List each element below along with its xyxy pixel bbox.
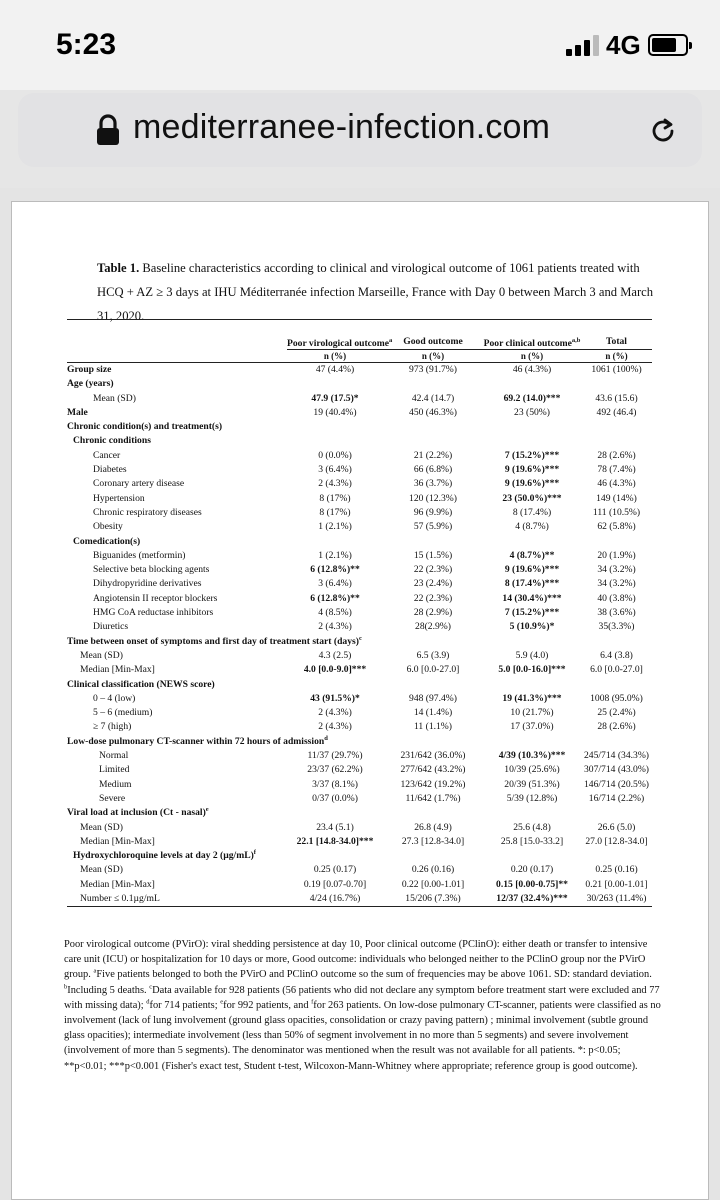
reload-icon[interactable] bbox=[648, 116, 678, 146]
table-cell bbox=[483, 635, 581, 649]
table-cell: 6.0 [0.0-27.0] bbox=[406, 664, 460, 676]
table-cell bbox=[581, 535, 652, 549]
header-np: n (%) bbox=[383, 350, 483, 363]
table-row bbox=[67, 577, 652, 591]
row-label: Mean (SD) bbox=[80, 821, 123, 833]
table-cell: 5 (10.9%)* bbox=[509, 621, 555, 633]
table-footnote: Poor virological outcome (PVirO): viral shedding persistence at day 10, Poor clinical outcome (PClinO): either death or transfer to intensive care unit (ICU) or hospitalization for 10 days or more, Good outcome: individuals who belonged neither to the PClinO group nor the PVirO group. $^a$Five patients belonged to both the PVirO and PClinO outcome so the sum of frequencies may be above 1061. SD: standard deviation. $^b$Including 5 deaths. $^c$Data available for 928 patients (56 patients who did not declare any symptom before treatment start were excluded and 77 with missing data); $^d$for 714 patients; $^e$for 992 patients, and $^f$for 263 patients. On low-dose pulmonary CT-scanner, patients were classified as no involvement (lack of lung involvement (ground glass opacities, consolidation or crazy paving pattern) ; minimal involvement (subtle ground glass opacities); intermediate involvement (less than 50% of segment involvement in no more than 5 segments) and severe involvement (involvement of more than 5 segments). The denominator was mentioned when the result was not available for all patients. *: p<0.05; **p<0.01; ***p<0.001 (Fisher's exact test, Student t-test, Wilcoxon-Mann-Whitney where appropriate; reference group is good outcome). bbox=[64, 939, 661, 1072]
table-row bbox=[67, 878, 652, 892]
row-label: Median [Min-Max] bbox=[80, 835, 155, 847]
table-cell bbox=[383, 535, 483, 549]
table-cell: 4 (8.5%) bbox=[318, 607, 352, 619]
table-row bbox=[67, 420, 652, 434]
row-label: Clinical classification (NEWS score) bbox=[67, 678, 215, 690]
table-cell: 22 (2.3%) bbox=[413, 564, 453, 576]
table-row bbox=[67, 678, 652, 692]
table-cell: 43 (91.5%)* bbox=[310, 692, 360, 704]
table-cell: 0.26 (0.16) bbox=[411, 864, 455, 876]
table-cell: 19 (40.4%) bbox=[313, 406, 357, 418]
table-cell: 4.3 (2.5) bbox=[318, 649, 352, 661]
row-label: Mean (SD) bbox=[80, 864, 123, 876]
header-pclin: Poor clinical outcome$^{a,b}$ bbox=[483, 320, 581, 350]
table-cell: 62 (5.8%) bbox=[597, 521, 636, 533]
table-cell bbox=[581, 849, 652, 863]
table-cell: 9 (19.6%)*** bbox=[504, 564, 560, 576]
table-cell: 0/37 (0.0%) bbox=[312, 792, 358, 804]
table-body bbox=[67, 363, 652, 907]
table-cell: 25.8 [15.0-33.2] bbox=[500, 835, 564, 847]
table-cell bbox=[581, 434, 652, 448]
table-cell: 4 (8.7%) bbox=[515, 521, 549, 533]
table-row bbox=[67, 806, 652, 820]
table-cell bbox=[483, 434, 581, 448]
table-row bbox=[67, 635, 652, 649]
row-label: Cancer bbox=[93, 449, 121, 461]
table-row bbox=[67, 849, 652, 863]
row-label: Chronic condition(s) and treatment(s) bbox=[67, 421, 223, 433]
table-cell bbox=[581, 806, 652, 820]
table-cell bbox=[483, 377, 581, 391]
table-cell: 6 (12.8%)** bbox=[310, 592, 360, 604]
table-cell: 25 (2.4%) bbox=[597, 707, 636, 719]
table-cell: 0.21 [0.00-1.01] bbox=[585, 878, 648, 890]
table-cell: 66 (6.8%) bbox=[413, 464, 453, 476]
battery-icon bbox=[648, 34, 688, 56]
table-cell bbox=[581, 735, 652, 749]
document-page bbox=[11, 201, 709, 1200]
table-cell: 22.1 [14.8-34.0]*** bbox=[296, 835, 374, 847]
table-cell: 46 (4.3%) bbox=[597, 478, 636, 490]
table-cell bbox=[287, 806, 383, 820]
table-cell: 492 (46.4) bbox=[596, 406, 637, 418]
table-cell: 8 (17%) bbox=[319, 506, 351, 518]
table-row bbox=[67, 520, 652, 534]
caption-text: Baseline characteristics according to clinical and virological outcome of 1061 patients treated with HCQ + AZ ≥ 3 days at IHU Méditerranée infection Marseille, France with Day 0 between March 3 and March 31, 2020. bbox=[97, 261, 654, 323]
table-cell: 28 (2.6%) bbox=[597, 449, 636, 461]
row-label: Severe bbox=[99, 792, 126, 804]
row-label: Number ≤ 0.1µg/mL bbox=[67, 892, 287, 907]
row-label: Hydroxychloroquine levels at day 2 $(\mu g/mL)^f$ bbox=[73, 848, 256, 862]
table-cell bbox=[287, 377, 383, 391]
table-cell: 307/714 (43.0%) bbox=[583, 764, 649, 776]
table-cell bbox=[483, 806, 581, 820]
table-row bbox=[67, 821, 652, 835]
table-row bbox=[67, 392, 652, 406]
row-label: Hypertension bbox=[93, 492, 145, 504]
row-label: ≥ 7 (high) bbox=[93, 721, 132, 733]
row-label: HMG CoA reductase inhibitors bbox=[93, 607, 214, 619]
table-cell: 40 (3.8%) bbox=[597, 592, 636, 604]
table-cell: 23 (2.4%) bbox=[413, 578, 453, 590]
table-cell: 120 (12.3%) bbox=[409, 492, 457, 504]
table-cell: 4.0 [0.0-9.0]*** bbox=[303, 664, 367, 676]
table-cell: 20 (1.9%) bbox=[597, 549, 636, 561]
table-cell: 38 (3.6%) bbox=[597, 607, 636, 619]
table-row bbox=[67, 863, 652, 877]
table-cell: 2 (4.3%) bbox=[318, 478, 352, 490]
table-cell: 5.0 [0.0-16.0]*** bbox=[498, 664, 566, 676]
table-cell: 28 (2.9%) bbox=[413, 607, 453, 619]
table-cell: 23.4 (5.1) bbox=[316, 821, 354, 833]
table-cell: 6.5 (3.9) bbox=[416, 649, 450, 661]
table-cell: 27.3 [12.8-34.0] bbox=[401, 835, 465, 847]
table-cell: 96 (9.9%) bbox=[413, 506, 453, 518]
table-cell bbox=[287, 535, 383, 549]
row-label: Age (years) bbox=[67, 378, 114, 390]
table-row bbox=[67, 549, 652, 563]
table-cell: 34 (3.2%) bbox=[597, 564, 636, 576]
table-row bbox=[67, 463, 652, 477]
table-cell: 149 (14%) bbox=[596, 492, 637, 504]
table-cell bbox=[581, 420, 652, 434]
table-cell: 4 (8.7%)** bbox=[509, 549, 555, 561]
table-cell bbox=[383, 735, 483, 749]
row-label: Angiotensin II receptor blockers bbox=[93, 592, 218, 604]
row-label: Normal bbox=[99, 750, 129, 762]
table-cell: 11/37 (29.7%) bbox=[307, 750, 363, 762]
table-cell: 28(2.9%) bbox=[415, 621, 451, 633]
table-cell: 14 (30.4%)*** bbox=[502, 592, 562, 604]
table-cell: 0.15 [0.00-0.75]** bbox=[496, 878, 568, 890]
table-cell: 11 (1.1%) bbox=[413, 721, 452, 733]
table-cell bbox=[383, 806, 483, 820]
table-row bbox=[67, 606, 652, 620]
table-cell bbox=[383, 420, 483, 434]
table-cell: 36 (3.7%) bbox=[413, 478, 453, 490]
table-row bbox=[67, 477, 652, 491]
row-label: Mean (SD) bbox=[93, 392, 136, 404]
lock-icon bbox=[95, 114, 121, 146]
row-label: Dihydropyridine derivatives bbox=[93, 578, 202, 590]
table-cell: 28 (2.6%) bbox=[597, 721, 636, 733]
header-np: n (%) bbox=[581, 350, 652, 363]
network-label: 4G bbox=[606, 30, 641, 60]
table-row bbox=[67, 406, 652, 420]
row-label: Obesity bbox=[93, 521, 123, 533]
row-label: Diuretics bbox=[93, 621, 129, 633]
row-label: Diabetes bbox=[93, 464, 127, 476]
row-label: 5 – 6 (medium) bbox=[93, 707, 153, 719]
row-label: Comedication(s) bbox=[73, 535, 141, 547]
table-cell: 0.25 (0.16) bbox=[595, 864, 638, 876]
table-cell: 17 (37.0%) bbox=[510, 721, 554, 733]
table-row bbox=[67, 706, 652, 720]
table-row bbox=[67, 778, 652, 792]
table-cell bbox=[383, 678, 483, 692]
table-cell: 42.4 (14.7) bbox=[411, 392, 455, 404]
header-pvir: Poor virological outcome$^a$ bbox=[287, 320, 383, 350]
table-cell bbox=[483, 535, 581, 549]
table-cell: 20/39 (51.3%) bbox=[504, 778, 560, 790]
table-cell: 2 (4.3%) bbox=[318, 621, 352, 633]
table-cell: 8 (17.4%)*** bbox=[504, 578, 560, 590]
table-cell: 9 (19.6%)*** bbox=[504, 478, 560, 490]
status-bar bbox=[0, 0, 720, 90]
row-label: Viral load at inclusion (Ct - nasal)$^e$ bbox=[67, 806, 209, 819]
table-row bbox=[67, 749, 652, 763]
signal-icon bbox=[566, 34, 602, 56]
table-cell: 7 (15.2%)*** bbox=[504, 607, 560, 619]
table-row bbox=[67, 763, 652, 777]
table-row bbox=[67, 492, 652, 506]
table-cell: 10/39 (25.6%) bbox=[504, 764, 560, 776]
table-row bbox=[67, 663, 652, 677]
table-cell: 3 (6.4%) bbox=[318, 578, 352, 590]
header-np: n (%) bbox=[287, 350, 383, 363]
table-cell: 22 (2.3%) bbox=[413, 592, 453, 604]
table-cell: 15/206 (7.3%) bbox=[383, 892, 483, 907]
table-row bbox=[67, 434, 652, 448]
table-cell: 0.22 [0.00-1.01] bbox=[401, 878, 465, 890]
table-row bbox=[67, 692, 652, 706]
row-label: Chronic respiratory diseases bbox=[93, 506, 202, 518]
table-cell: 23 (50.0%)*** bbox=[502, 492, 562, 504]
table-cell: 6.4 (3.8) bbox=[600, 649, 633, 661]
table-cell: 9 (19.6%)*** bbox=[504, 464, 560, 476]
table-cell: 245/714 (34.3%) bbox=[583, 750, 649, 762]
table-cell: 57 (5.9%) bbox=[413, 521, 453, 533]
table-cell: 35(3.3%) bbox=[598, 621, 635, 633]
row-label: Time between onset of symptoms and first day of treatment start (days)$^c$ bbox=[67, 634, 362, 647]
table-cell: 23 (50%) bbox=[514, 406, 550, 418]
table-cell bbox=[287, 420, 383, 434]
header-np: n (%) bbox=[483, 350, 581, 363]
table-row bbox=[67, 506, 652, 520]
table-cell: 6 (12.8%)** bbox=[310, 564, 360, 576]
table-row bbox=[67, 563, 652, 577]
table-row bbox=[67, 592, 652, 606]
table-cell: 12/37 (32.4%)*** bbox=[483, 892, 581, 907]
caption-label: Table 1. bbox=[97, 261, 140, 275]
table-row bbox=[67, 649, 652, 663]
table-cell bbox=[581, 377, 652, 391]
table-cell bbox=[483, 678, 581, 692]
table-row bbox=[67, 620, 652, 634]
table-cell: 8 (17.4%) bbox=[512, 506, 552, 518]
table-row bbox=[67, 835, 652, 849]
table-cell: 15 (1.5%) bbox=[413, 549, 453, 561]
table-cell: 123/642 (19.2%) bbox=[400, 778, 466, 790]
table-cell: 19 (41.3%)*** bbox=[502, 692, 562, 704]
row-label: Chronic conditions bbox=[73, 435, 151, 447]
table-cell: 1061 (100%) bbox=[591, 364, 642, 375]
table-cell: 450 (46.3%) bbox=[409, 406, 457, 418]
row-label: Male bbox=[67, 406, 88, 418]
table-row bbox=[67, 735, 652, 749]
table-cell bbox=[383, 635, 483, 649]
table-cell: 4/24 (16.7%) bbox=[287, 892, 383, 907]
table-cell: 2 (4.3%) bbox=[318, 721, 352, 733]
table-cell: 2 (4.3%) bbox=[318, 707, 352, 719]
table-cell bbox=[483, 420, 581, 434]
status-time: 5:23 bbox=[56, 28, 117, 61]
table-cell bbox=[483, 735, 581, 749]
row-label: Group size bbox=[67, 364, 112, 375]
table-row bbox=[67, 449, 652, 463]
table-cell: 47.9 (17.5)* bbox=[311, 392, 359, 404]
table-cell: 0.19 [0.07-0.70] bbox=[303, 878, 367, 890]
table-cell: 27.0 [12.8-34.0] bbox=[585, 835, 648, 847]
row-label: Medium bbox=[99, 778, 132, 790]
table-cell: 30/263 (11.4%) bbox=[581, 892, 652, 907]
row-label: 0 – 4 (low) bbox=[93, 692, 136, 704]
table-cell: 146/714 (20.5%) bbox=[583, 778, 649, 790]
row-label: Selective beta blocking agents bbox=[93, 564, 210, 576]
table-cell: 16/714 (2.2%) bbox=[588, 792, 645, 804]
table-cell: 34 (3.2%) bbox=[597, 578, 636, 590]
table-cell: 3 (6.4%) bbox=[318, 464, 352, 476]
table-cell bbox=[383, 849, 483, 863]
table-row bbox=[67, 363, 652, 378]
table-cell: 1 (2.1%) bbox=[318, 521, 352, 533]
table-cell: 5/39 (12.8%) bbox=[506, 792, 558, 804]
row-label: Coronary artery disease bbox=[93, 478, 185, 490]
row-label: Mean (SD) bbox=[80, 649, 123, 661]
table-cell bbox=[581, 635, 652, 649]
table-cell bbox=[383, 377, 483, 391]
table-cell: 47 (4.4%) bbox=[315, 364, 355, 375]
header-good: Good outcome bbox=[383, 320, 483, 350]
table-cell: 111 (10.5%) bbox=[592, 506, 641, 518]
table-cell: 8 (17%) bbox=[319, 492, 351, 504]
table-cell bbox=[483, 849, 581, 863]
table-cell: 43.6 (15.6) bbox=[595, 392, 638, 404]
table-cell: 973 (91.7%) bbox=[409, 364, 457, 375]
table-cell: 3/37 (8.1%) bbox=[312, 778, 358, 790]
table-cell: 10 (21.7%) bbox=[510, 707, 554, 719]
table-cell: 4/39 (10.3%)*** bbox=[498, 750, 566, 762]
table-cell: 78 (7.4%) bbox=[597, 464, 636, 476]
table-cell: 21 (2.2%) bbox=[413, 449, 453, 461]
table-cell: 231/642 (36.0%) bbox=[400, 750, 466, 762]
row-label: Median [Min-Max] bbox=[80, 664, 155, 676]
table-cell: 69.2 (14.0)*** bbox=[503, 392, 561, 404]
table-cell: 1008 (95.0%) bbox=[590, 692, 643, 704]
table-cell: 0.20 (0.17) bbox=[510, 864, 554, 876]
table-cell: 1 (2.1%) bbox=[318, 549, 352, 561]
row-label: Low-dose pulmonary CT-scanner within 72 hours of admission$^d$ bbox=[67, 734, 328, 747]
table-cell: 277/642 (43.2%) bbox=[400, 764, 466, 776]
table-row bbox=[67, 377, 652, 391]
table-cell: 46 (4.3%) bbox=[512, 364, 552, 375]
table-cell: 23/37 (62.2%) bbox=[307, 764, 363, 776]
baseline-table bbox=[67, 319, 652, 907]
table-row bbox=[67, 720, 652, 734]
table-cell: 25.6 (4.8) bbox=[513, 821, 551, 833]
table-row bbox=[67, 535, 652, 549]
table-cell: 0 (0.0%) bbox=[318, 449, 352, 461]
table-cell bbox=[383, 434, 483, 448]
table-cell: 6.0 [0.0-27.0] bbox=[590, 664, 643, 676]
table-cell: 11/642 (1.7%) bbox=[405, 792, 461, 804]
row-label: Median [Min-Max] bbox=[80, 878, 155, 890]
table-cell: 14 (1.4%) bbox=[413, 707, 453, 719]
row-label: Biguanides (metformin) bbox=[93, 549, 186, 561]
table-caption bbox=[97, 256, 657, 328]
table-cell: 26.8 (4.9) bbox=[414, 821, 452, 833]
table-cell: 7 (15.2%)*** bbox=[504, 449, 560, 461]
table-row bbox=[67, 792, 652, 806]
table-cell: 948 (97.4%) bbox=[409, 692, 457, 704]
table-cell bbox=[287, 678, 383, 692]
table-cell: 26.6 (5.0) bbox=[597, 821, 636, 833]
row-label: Limited bbox=[99, 764, 130, 776]
url-text[interactable]: mediterranee-infection.com bbox=[133, 108, 551, 146]
header-total: Total bbox=[581, 320, 652, 350]
table-cell: 5.9 (4.0) bbox=[515, 649, 549, 661]
table-row bbox=[67, 892, 652, 907]
table-cell bbox=[287, 434, 383, 448]
table-cell bbox=[581, 678, 652, 692]
table-cell bbox=[287, 849, 383, 863]
table-cell: 0.25 (0.17) bbox=[313, 864, 357, 876]
